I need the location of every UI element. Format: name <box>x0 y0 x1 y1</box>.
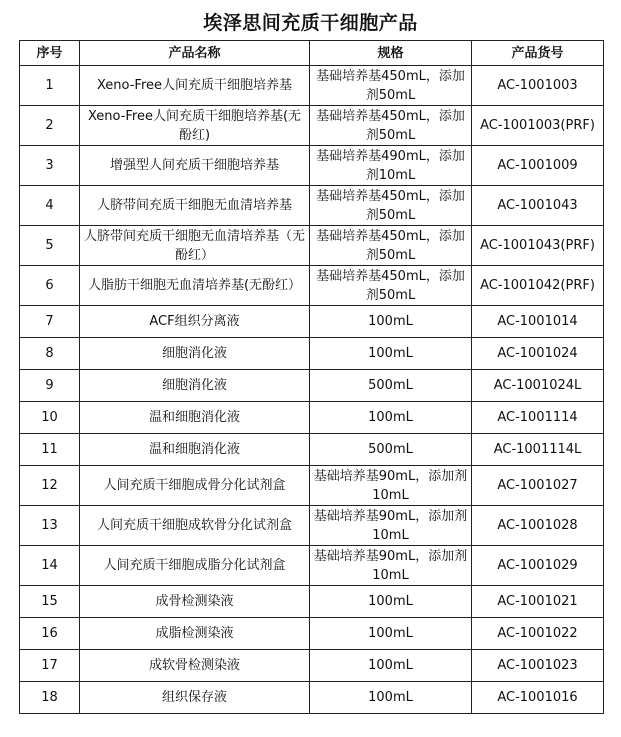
table-row <box>20 506 604 546</box>
cell-name: 组织保存液 <box>80 682 310 714</box>
cell-name: 成骨检测染液 <box>80 586 310 618</box>
cell-spec: 100mL <box>310 306 472 338</box>
table-row <box>20 466 604 506</box>
cell-no: 8 <box>20 338 80 370</box>
cell-spec: 基础培养基450mL，添加剂50mL <box>310 266 472 306</box>
table-row <box>20 226 604 266</box>
cell-name: 人脐带间充质干细胞无血清培养基（无酚红） <box>80 226 310 266</box>
cell-code: AC-1001021 <box>472 586 604 618</box>
cell-no: 3 <box>20 146 80 186</box>
cell-name: Xeno-Free人间充质干细胞培养基(无酚红) <box>80 106 310 146</box>
cell-name: 增强型人间充质干细胞培养基 <box>80 146 310 186</box>
cell-name: 成脂检测染液 <box>80 618 310 650</box>
table-row <box>20 106 604 146</box>
table-row <box>20 586 604 618</box>
cell-name: 成软骨检测染液 <box>80 650 310 682</box>
cell-code: AC-1001003 <box>472 66 604 106</box>
table-row <box>20 434 604 466</box>
cell-spec: 基础培养基490mL，添加剂10mL <box>310 146 472 186</box>
table-row <box>20 306 604 338</box>
page-title: 埃泽思间充质干细胞产品 <box>203 12 418 34</box>
cell-code: AC-1001027 <box>472 466 604 506</box>
cell-no: 11 <box>20 434 80 466</box>
cell-spec: 基础培养基450mL，添加剂50mL <box>310 106 472 146</box>
header-code: 产品货号 <box>472 41 604 66</box>
cell-spec: 基础培养基450mL，添加剂50mL <box>310 226 472 266</box>
cell-no: 1 <box>20 66 80 106</box>
cell-code: AC-1001114L <box>472 434 604 466</box>
table-row <box>20 546 604 586</box>
cell-spec: 基础培养基90mL，添加剂10mL <box>310 506 472 546</box>
header-spec: 规格 <box>310 41 472 66</box>
cell-code: AC-1001029 <box>472 546 604 586</box>
cell-name: 温和细胞消化液 <box>80 434 310 466</box>
cell-code: AC-1001022 <box>472 618 604 650</box>
cell-no: 16 <box>20 618 80 650</box>
cell-spec: 基础培养基90mL，添加剂10mL <box>310 466 472 506</box>
cell-code: AC-1001042(PRF) <box>472 266 604 306</box>
cell-spec: 基础培养基90mL，添加剂10mL <box>310 546 472 586</box>
cell-code: AC-1001043(PRF) <box>472 226 604 266</box>
cell-name: 人间充质干细胞成软骨分化试剂盒 <box>80 506 310 546</box>
cell-code: AC-1001028 <box>472 506 604 546</box>
cell-no: 18 <box>20 682 80 714</box>
cell-name: ACF组织分离液 <box>80 306 310 338</box>
cell-spec: 100mL <box>310 618 472 650</box>
cell-name: 人间充质干细胞成脂分化试剂盒 <box>80 546 310 586</box>
cell-no: 4 <box>20 186 80 226</box>
cell-code: AC-1001014 <box>472 306 604 338</box>
cell-spec: 100mL <box>310 650 472 682</box>
cell-no: 17 <box>20 650 80 682</box>
cell-spec: 基础培养基450mL，添加剂50mL <box>310 66 472 106</box>
table-row <box>20 66 604 106</box>
table-row <box>20 618 604 650</box>
table-row <box>20 650 604 682</box>
cell-name: 人间充质干细胞成骨分化试剂盒 <box>80 466 310 506</box>
cell-code: AC-1001024L <box>472 370 604 402</box>
cell-no: 7 <box>20 306 80 338</box>
cell-name: 温和细胞消化液 <box>80 402 310 434</box>
cell-code: AC-1001003(PRF) <box>472 106 604 146</box>
table-row <box>20 682 604 714</box>
table-row <box>20 146 604 186</box>
cell-no: 14 <box>20 546 80 586</box>
table-row <box>20 266 604 306</box>
cell-code: AC-1001114 <box>472 402 604 434</box>
table-row <box>20 186 604 226</box>
cell-no: 10 <box>20 402 80 434</box>
cell-spec: 100mL <box>310 338 472 370</box>
cell-no: 9 <box>20 370 80 402</box>
cell-no: 15 <box>20 586 80 618</box>
cell-name: 人脂肪干细胞无血清培养基(无酚红） <box>80 266 310 306</box>
header-no: 序号 <box>20 41 80 66</box>
cell-name: 人脐带间充质干细胞无血清培养基 <box>80 186 310 226</box>
cell-spec: 基础培养基450mL，添加剂50mL <box>310 186 472 226</box>
cell-name: Xeno-Free人间充质干细胞培养基 <box>80 66 310 106</box>
cell-no: 5 <box>20 226 80 266</box>
table-row <box>20 370 604 402</box>
cell-code: AC-1001016 <box>472 682 604 714</box>
header-name: 产品名称 <box>80 41 310 66</box>
cell-no: 12 <box>20 466 80 506</box>
cell-no: 6 <box>20 266 80 306</box>
cell-no: 13 <box>20 506 80 546</box>
cell-spec: 100mL <box>310 402 472 434</box>
cell-spec: 100mL <box>310 682 472 714</box>
cell-code: AC-1001023 <box>472 650 604 682</box>
table-header-row <box>20 41 604 66</box>
table-row <box>20 402 604 434</box>
cell-no: 2 <box>20 106 80 146</box>
cell-spec: 500mL <box>310 370 472 402</box>
cell-spec: 100mL <box>310 586 472 618</box>
cell-spec: 500mL <box>310 434 472 466</box>
cell-code: AC-1001024 <box>472 338 604 370</box>
table-row <box>20 338 604 370</box>
product-table <box>19 40 604 714</box>
cell-name: 细胞消化液 <box>80 370 310 402</box>
cell-code: AC-1001043 <box>472 186 604 226</box>
cell-name: 细胞消化液 <box>80 338 310 370</box>
cell-code: AC-1001009 <box>472 146 604 186</box>
